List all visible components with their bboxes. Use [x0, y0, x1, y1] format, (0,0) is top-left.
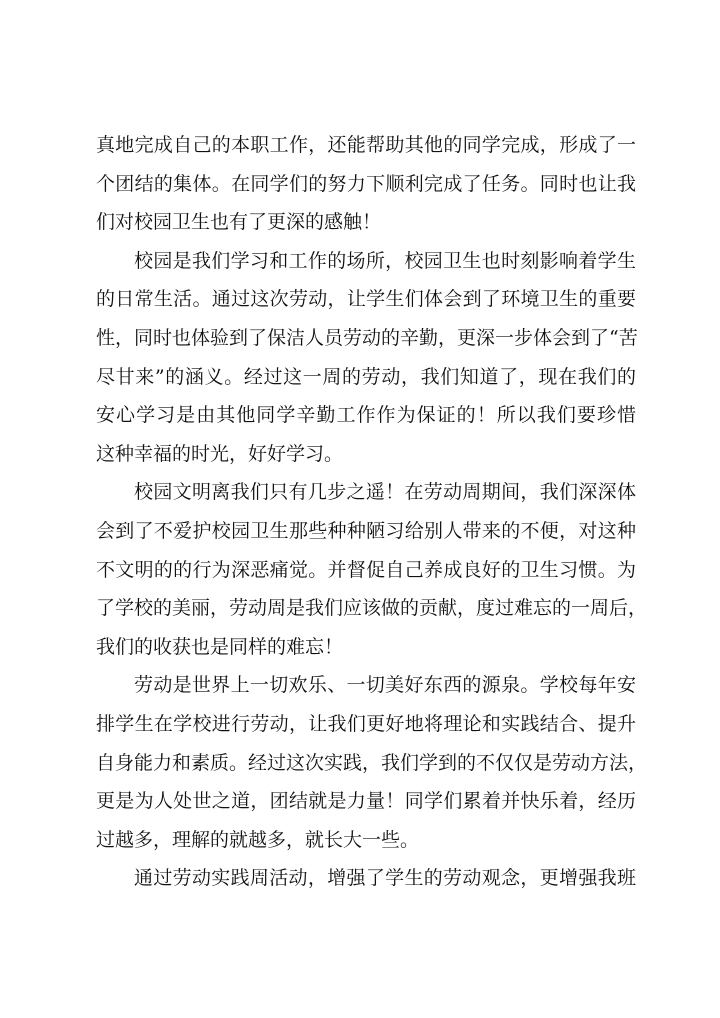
- text-line: 会到了不爱护校园卫生那些种种陋习给别人带来的不便，对这种: [96, 519, 636, 542]
- paragraph-start-line: 通过劳动实践周活动，增强了学生的劳动观念，更增强我班: [134, 867, 636, 890]
- document-body: [96, 126, 648, 898]
- text-line: 个团结的集体。在同学们的努力下顺利完成了任务。同时也让我: [96, 172, 636, 195]
- text-line: 安心学习是由其他同学辛勤工作作为保证的！所以我们要珍惜: [96, 404, 636, 427]
- text-line: 的日常生活。通过这次劳动，让学生们体会到了环境卫生的重要: [96, 288, 636, 311]
- text-line: 我们的收获也是同样的难忘！: [96, 635, 344, 658]
- text-line: 们对校园卫生也有了更深的感触！: [96, 211, 382, 234]
- text-line: 过越多，理解的就越多，就长大一些。: [96, 828, 420, 851]
- text-line: 尽甘来”的涵义。经过这一周的劳动，我们知道了，现在我们的: [96, 365, 636, 388]
- text-line: 自身能力和素质。经过这次实践，我们学到的不仅仅是劳动方法，: [96, 751, 648, 774]
- text-line: 这种幸福的时光，好好学习。: [96, 442, 344, 465]
- text-line: 了学校的美丽，劳动周是我们应该做的贡献，度过难忘的一周后，: [96, 597, 648, 620]
- text-line: 排学生在学校进行劳动，让我们更好地将理论和实践结合、提升: [96, 712, 636, 735]
- text-line: 更是为人处世之道，团结就是力量！同学们累着并快乐着，经历: [96, 790, 636, 813]
- paragraph-start-line: 劳动是世界上一切欢乐、一切美好东西的源泉。学校每年安: [134, 674, 636, 697]
- text-line: 真地完成自己的本职工作，还能帮助其他的同学完成，形成了一: [96, 134, 636, 156]
- paragraph-start-line: 校园文明离我们只有几步之遥！在劳动周期间，我们深深体: [134, 481, 636, 504]
- text-line: 不文明的的行为深恶痛觉。并督促自己养成良好的卫生习惯。为: [96, 558, 636, 581]
- paragraph-start-line: 校园是我们学习和工作的场所，校园卫生也时刻影响着学生: [134, 249, 636, 272]
- text-line: 性，同时也体验到了保洁人员劳动的辛勤，更深一步体会到了“苦: [96, 326, 638, 349]
